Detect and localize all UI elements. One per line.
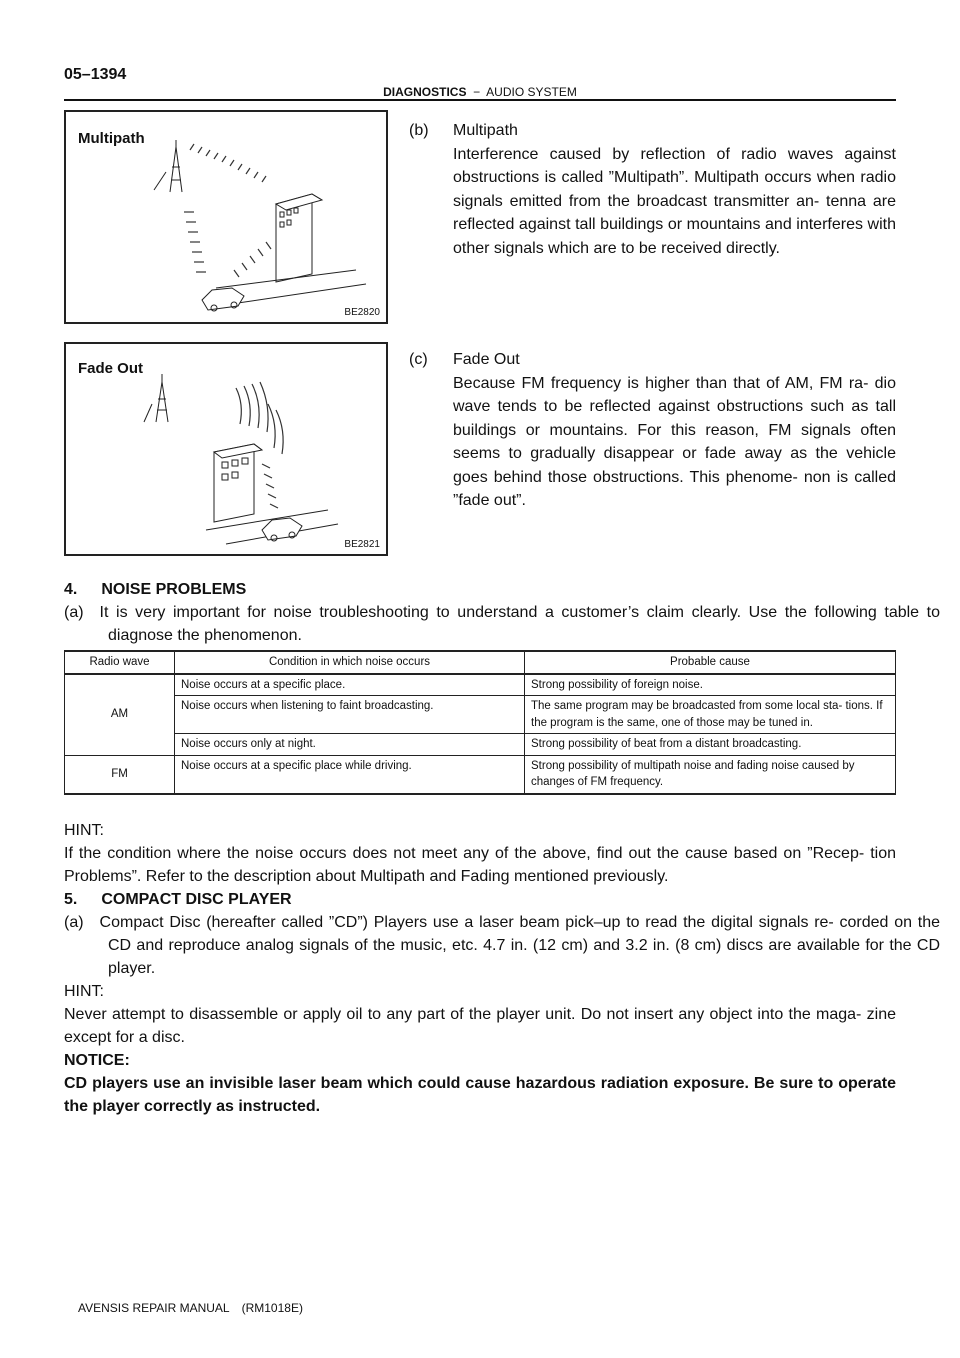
item-heading: Multipath bbox=[453, 122, 518, 139]
noise-table bbox=[64, 650, 896, 795]
running-header bbox=[0, 85, 960, 99]
cause-cell: The same program may be broadcasted from some local sta- tions. If the program is the same, one of those may be tuned in. bbox=[525, 696, 896, 734]
radio-wave-cell: AM bbox=[65, 674, 175, 756]
figure-multipath bbox=[64, 110, 388, 324]
hint-label: HINT: bbox=[64, 983, 104, 1000]
condition-cell: Noise occurs when listening to faint broadcasting. bbox=[175, 696, 525, 734]
condition-cell: Noise occurs only at night. bbox=[175, 734, 525, 756]
section-4-item-a: (a) It is very important for noise troubleshooting to understand a customer’s claim clearly. Use the following table to diagnose the phenomenon. bbox=[64, 604, 940, 644]
footer: AVENSIS REPAIR MANUAL (RM1018E) bbox=[78, 1301, 303, 1315]
header-separator: − bbox=[473, 85, 481, 99]
cause-cell: Strong possibility of foreign noise. bbox=[525, 674, 896, 696]
table-row bbox=[65, 734, 896, 756]
item-label: (c) bbox=[409, 351, 428, 368]
figure-title: Multipath bbox=[78, 130, 145, 147]
table-header-row bbox=[65, 651, 896, 674]
section-5-title: 5. COMPACT DISC PLAYER bbox=[64, 891, 292, 908]
table-row bbox=[65, 696, 896, 734]
section-5-item-a: (a) Compact Disc (hereafter called ”CD”) Players use a laser beam pick–up to read the digital signals re- corded on the CD and reproduce analog signals of the music, etc. 4.7 in. (12 cm) and 3.2 in. (8 cm) discs are available for the CD player. bbox=[64, 914, 940, 977]
cause-cell: Strong possibility of multipath noise and fading noise caused by changes of FM frequency. bbox=[525, 755, 896, 794]
item-heading: Fade Out bbox=[453, 351, 520, 368]
condition-cell: Noise occurs at a specific place. bbox=[175, 674, 525, 696]
header-rule bbox=[64, 99, 896, 101]
figure-fade-out bbox=[64, 342, 388, 556]
item-label: (b) bbox=[409, 122, 429, 139]
item-b-multipath bbox=[409, 119, 896, 260]
figure-code: BE2821 bbox=[344, 539, 380, 550]
table-row bbox=[65, 674, 896, 696]
page-number: 05–1394 bbox=[64, 66, 127, 83]
section-4-title: 4. NOISE PROBLEMS bbox=[64, 581, 247, 598]
figure-code: BE2820 bbox=[344, 307, 380, 318]
hint-text: If the condition where the noise occurs does not meet any of the above, find out the cause based on ”Recep- tion Problems”. Refer to the description about Multipath and Fading mentioned previously. bbox=[64, 845, 896, 885]
notice-label: NOTICE: bbox=[64, 1052, 130, 1069]
item-c-fade-out bbox=[409, 348, 896, 513]
hint-text: Never attempt to disassemble or apply oil to any part of the player unit. Do not insert any object into the maga- zine except for a disc. bbox=[64, 1006, 896, 1046]
figure-title: Fade Out bbox=[78, 360, 144, 377]
radio-wave-cell: FM bbox=[65, 755, 175, 794]
column-header: Probable cause bbox=[525, 651, 896, 674]
item-text: Interference caused by reflection of radio waves against obstructions is called ”Multipath”. Multipath occurs when radio signals emitted from the broadcast transmitter an- tenna are reflected against tall buildings or mountains and interferes with other signals which are to be received directly. bbox=[453, 145, 896, 257]
header-subsection: AUDIO SYSTEM bbox=[486, 85, 577, 99]
cause-cell: Strong possibility of beat from a distant broadcasting. bbox=[525, 734, 896, 756]
condition-cell: Noise occurs at a specific place while driving. bbox=[175, 755, 525, 794]
column-header: Condition in which noise occurs bbox=[175, 651, 525, 674]
table-row bbox=[65, 755, 896, 794]
item-text: Because FM frequency is higher than that of AM, FM ra- dio wave tends to be reflected against obstructions such as tall buildings or mountains. For this reason, FM signals often seems to gradually disappear or fade away as the vehicle goes behind those obstructions. This phenome- non is called ”fade out”. bbox=[453, 374, 896, 509]
header-section-title: DIAGNOSTICS bbox=[383, 85, 467, 99]
hint-label: HINT: bbox=[64, 822, 104, 839]
column-header: Radio wave bbox=[65, 651, 175, 674]
notice-text: CD players use an invisible laser beam which could cause hazardous radiation exposure. Be sure to operate the player correctly as instructed. bbox=[64, 1075, 896, 1115]
